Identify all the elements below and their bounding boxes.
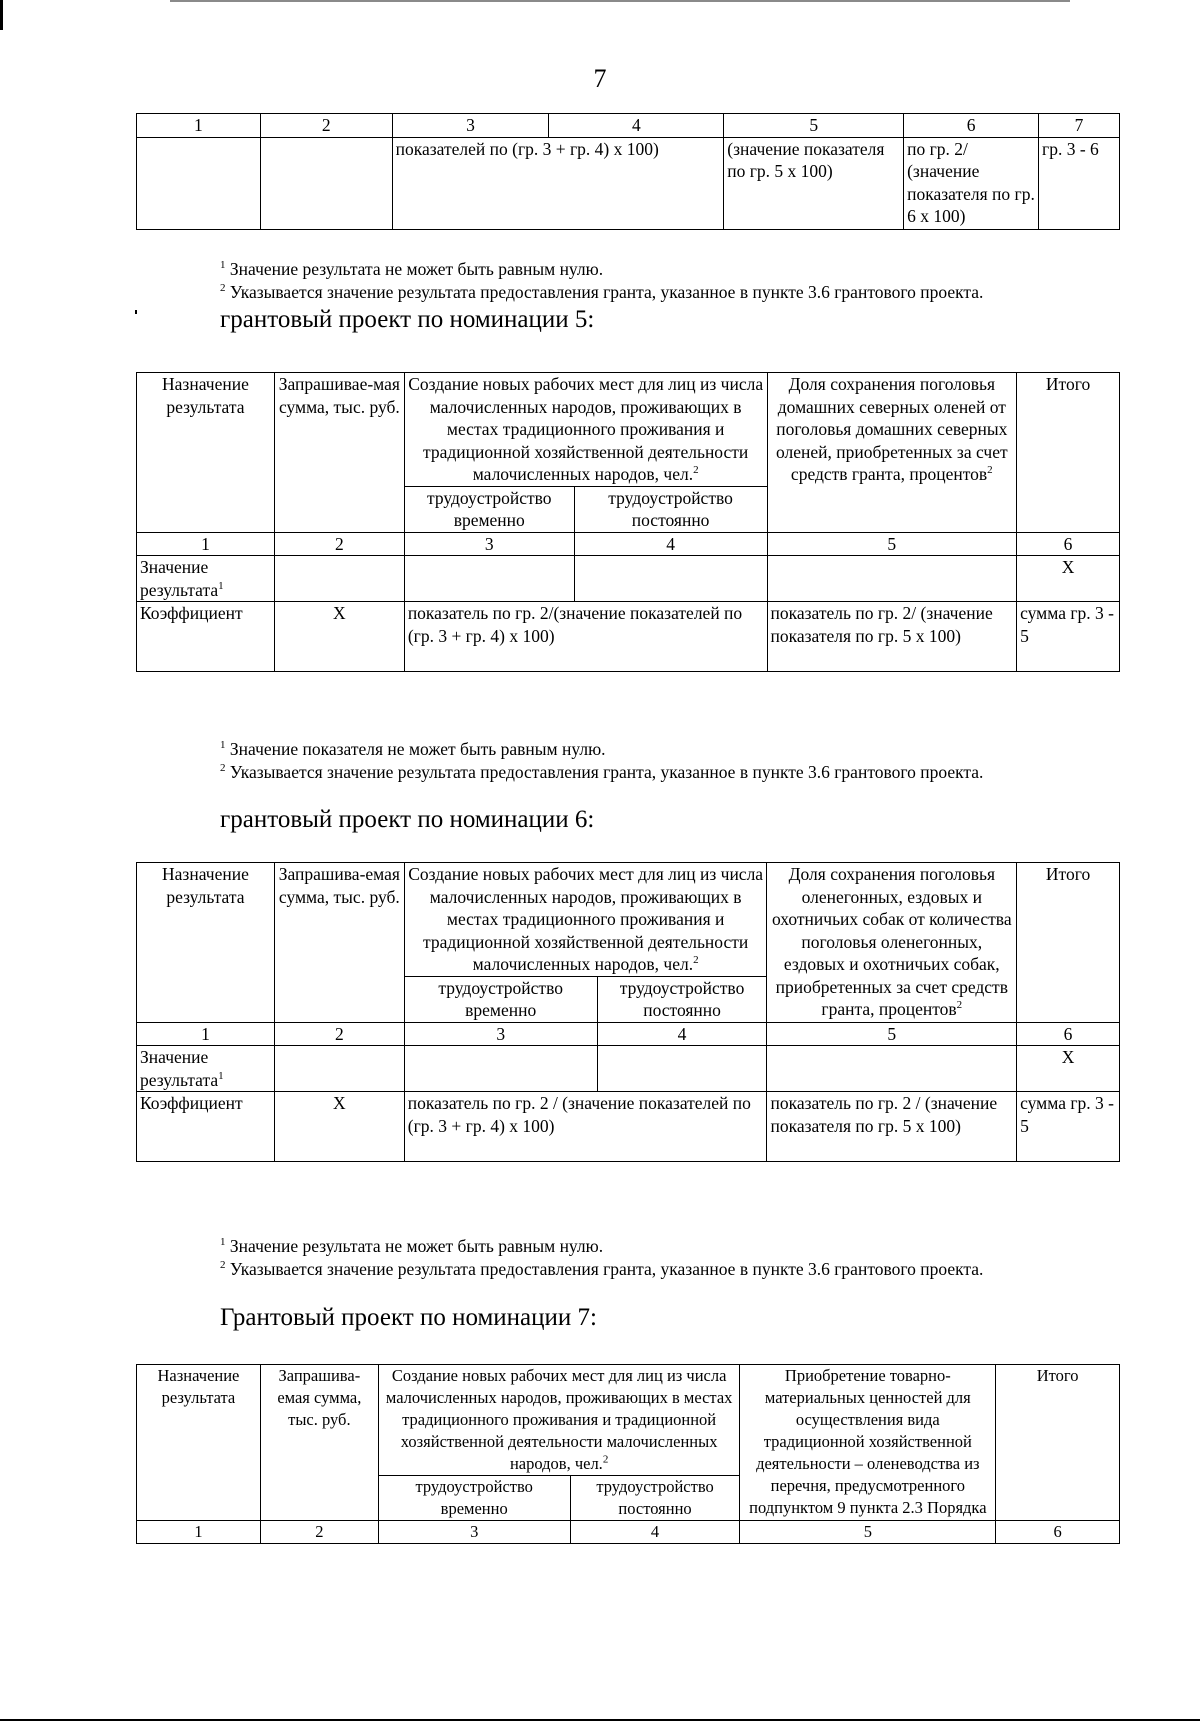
footnote-2: $^2$ Указывается значение результата предоставления гранта, указанное в пункте 3.6 грантового проекта. xyxy=(220,282,984,302)
footnote-2: $^2$ Указывается значение результата предоставления гранта, указанное в пункте 3.6 грантового проекта. xyxy=(220,762,984,782)
column-number-row: 1 2 3 4 5 6 xyxy=(137,532,1120,556)
header-temp: трудоустройство временно xyxy=(404,486,574,532)
header-temp: трудоустройство временно xyxy=(404,976,597,1022)
header-row xyxy=(137,373,1120,487)
value-total-cell: Х xyxy=(1017,556,1120,602)
coefficient-share-cell: показатель по гр. 2 / (значение показателя по гр. 5 х 100) xyxy=(767,1092,1017,1162)
value-sum-cell xyxy=(274,1046,404,1092)
header-row xyxy=(137,863,1120,977)
coefficient-label: Коэффициент xyxy=(137,602,275,672)
coefficient-jobs-cell: показатель по гр. 2/(значение показателей по (гр. 3 + гр. 4) х 100) xyxy=(404,602,767,672)
value-total-cell: Х xyxy=(1017,1046,1120,1092)
header-perm: трудоустройство постоянно xyxy=(570,1476,740,1521)
coefficient-total-cell: сумма гр. 3 - 5 xyxy=(1017,602,1120,672)
header-sum: Запрашива-емая сумма, тыс. руб. xyxy=(260,1365,378,1521)
coefficient-sum-cell: Х xyxy=(274,1092,404,1162)
value-sum-cell xyxy=(274,556,404,602)
header-perm: трудоустройство постоянно xyxy=(597,976,767,1022)
coefficient-share-cell: показатель по гр. 2/ (значение показателя по гр. 5 х 100) xyxy=(767,602,1017,672)
value-share-cell xyxy=(767,1046,1017,1092)
header-total: Итого xyxy=(1017,373,1120,533)
section-6-table xyxy=(136,862,1120,1162)
coefficient-total-cell: сумма гр. 3 - 5 xyxy=(1017,1092,1120,1162)
section-5-title: грантовый проект по номинации 5: xyxy=(220,306,595,333)
cell-formula-5: (значение показателя по гр. 5 х 100) xyxy=(724,137,904,229)
scan-edge-top xyxy=(170,0,1070,2)
value-perm-cell xyxy=(597,1046,767,1092)
value-share-cell xyxy=(767,556,1017,602)
footnote-1: $^1$ Значение результата не может быть равным нулю. xyxy=(220,259,604,279)
section-5-table xyxy=(136,372,1120,672)
column-number-row: 1 2 3 4 5 6 xyxy=(137,1022,1120,1046)
header-temp: трудоустройство временно xyxy=(378,1476,570,1521)
header-sum: Запрашива-емая сумма, тыс. руб. xyxy=(274,863,404,1023)
coefficient-jobs-cell: показатель по гр. 2 / (значение показателей по (гр. 3 + гр. 4) х 100) xyxy=(404,1092,767,1162)
scan-edge-left xyxy=(0,0,3,30)
value-temp-cell xyxy=(404,1046,597,1092)
column-number-row: 1 2 3 4 5 6 xyxy=(137,1521,1120,1544)
header-jobs: Создание новых рабочих мест для лиц из числа малочисленных народов, проживающих в местах традиционного проживания и традиционной хозяйственной деятельности малочисленных народов, чел.$^2$ xyxy=(404,863,767,977)
value-row xyxy=(137,1046,1120,1092)
footnote-1: $^1$ Значение результата не может быть равным нулю. xyxy=(220,1236,604,1256)
cell xyxy=(137,137,261,229)
value-label: Значение результата$^1$ xyxy=(137,1046,275,1092)
header-share: Доля сохранения поголовья домашних северных оленей от поголовья домашних северных оленей, приобретенных за счет средств гранта, процентов$^2$ xyxy=(767,373,1017,533)
header-purpose: Назначение результата xyxy=(137,863,275,1023)
header-sum: Запрашивае-мая сумма, тыс. руб. xyxy=(274,373,404,533)
value-row xyxy=(137,556,1120,602)
continuation-table xyxy=(136,113,1120,230)
header-purpose: Назначение результата xyxy=(137,1365,261,1521)
scan-mark xyxy=(135,310,137,314)
section-7-title: Грантовый проект по номинации 7: xyxy=(220,1304,597,1331)
value-label: Значение результата$^1$ xyxy=(137,556,275,602)
header-total: Итого xyxy=(996,1365,1120,1521)
footnote-2: $^2$ Указывается значение результата предоставления гранта, указанное в пункте 3.6 грантового проекта. xyxy=(220,1259,984,1279)
value-perm-cell xyxy=(574,556,767,602)
coefficient-row xyxy=(137,602,1120,672)
header-jobs: Создание новых рабочих мест для лиц из числа малочисленных народов, проживающих в местах традиционного проживания и традиционной хозяйственной деятельности малочисленных народов, чел.$^2$ xyxy=(378,1365,740,1476)
cell-formula-jobs: показателей по (гр. 3 + гр. 4) х 100) xyxy=(392,137,724,229)
table-row xyxy=(137,137,1120,229)
section-6-title: грантовый проект по номинации 6: xyxy=(220,806,595,833)
footnote-1: $^1$ Значение показателя не может быть равным нулю. xyxy=(220,739,606,759)
header-share: Доля сохранения поголовья оленегонных, ездовых и охотничьих собак от количества поголовья оленегонных, ездовых и охотничьих собак, приобретенных за счет средств гранта, процентов$^2$ xyxy=(767,863,1017,1023)
column-number-row: 1 2 3 4 5 6 7 xyxy=(137,114,1120,138)
coefficient-label: Коэффициент xyxy=(137,1092,275,1162)
header-row xyxy=(137,1365,1120,1476)
header-purpose: Назначение результата xyxy=(137,373,275,533)
header-jobs: Создание новых рабочих мест для лиц из числа малочисленных народов, проживающих в местах традиционного проживания и традиционной хозяйственной деятельности малочисленных народов, чел.$^2$ xyxy=(404,373,767,487)
cell xyxy=(260,137,392,229)
page-number: 7 xyxy=(593,64,607,93)
cell-total: гр. 3 - 6 xyxy=(1039,137,1120,229)
coefficient-row xyxy=(137,1092,1120,1162)
section-7-table xyxy=(136,1364,1120,1544)
value-temp-cell xyxy=(404,556,574,602)
header-acquisition: Приобретение товарно-материальных ценностей для осуществления вида традиционной хозяйственной деятельности – оленеводства из перечня, предусмотренного подпунктом 9 пункта 2.3 Порядка xyxy=(740,1365,996,1521)
header-total: Итого xyxy=(1017,863,1120,1023)
coefficient-sum-cell: Х xyxy=(274,602,404,672)
header-perm: трудоустройство постоянно xyxy=(574,486,767,532)
cell-formula-6: по гр. 2/ (значение показателя по гр. 6 х 100) xyxy=(904,137,1039,229)
